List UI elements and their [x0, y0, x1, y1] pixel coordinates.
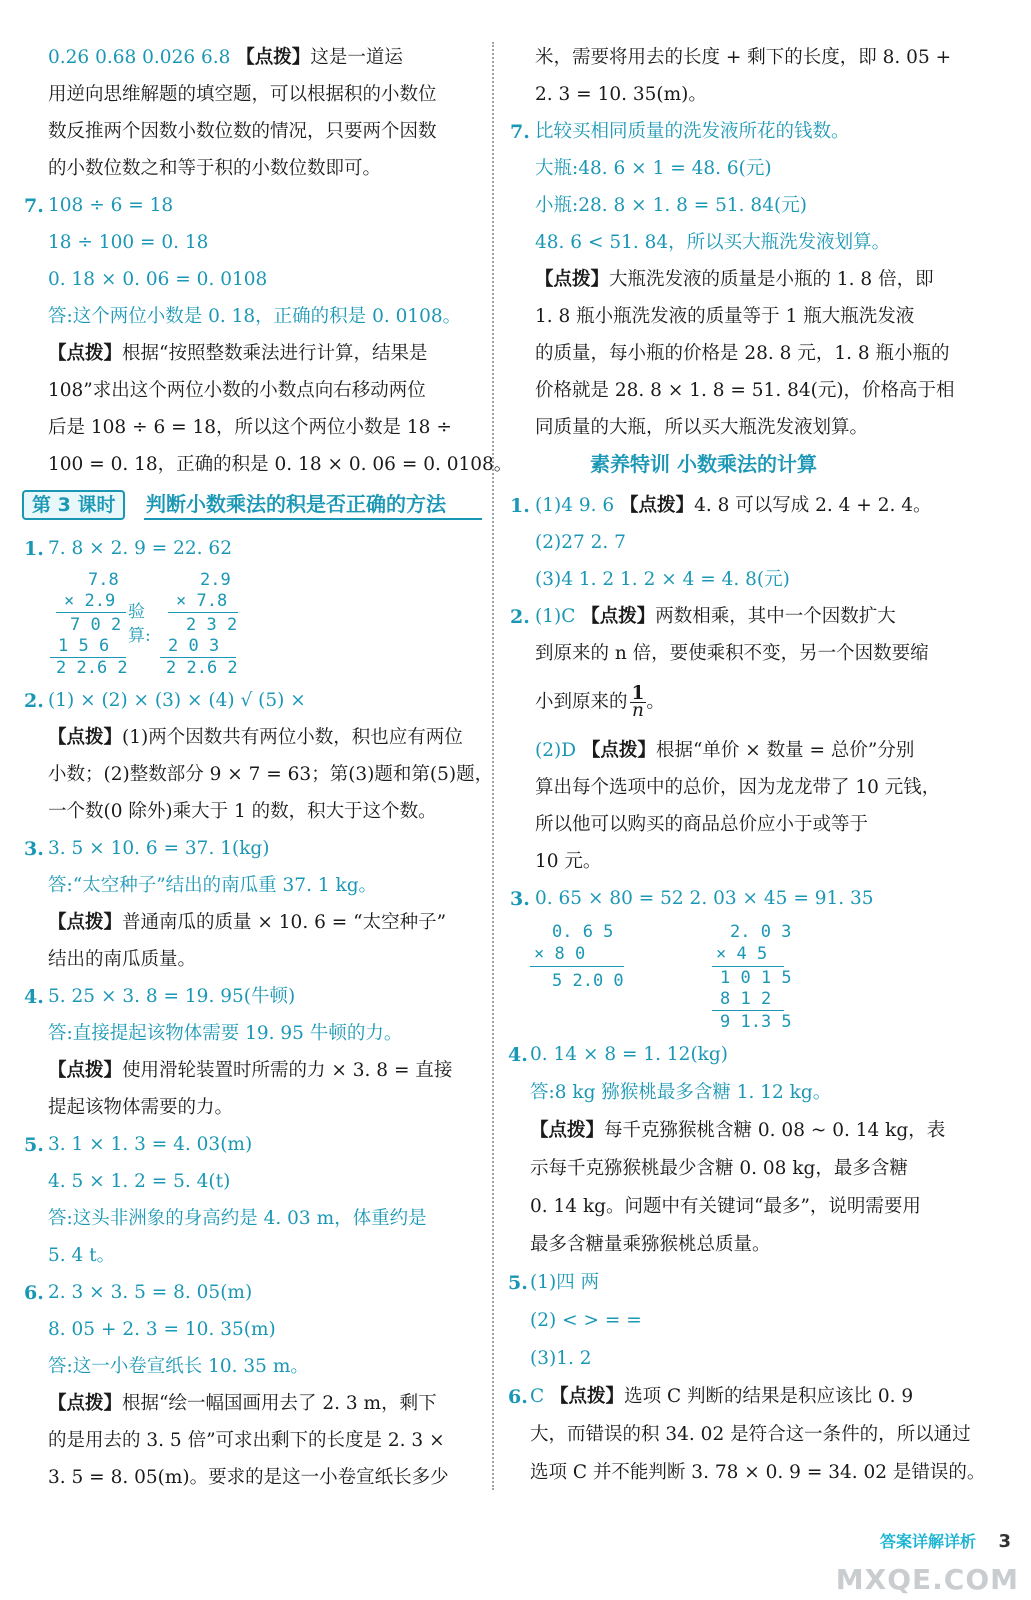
line-text: (1)C: [535, 606, 582, 627]
text-line: [48, 908, 446, 938]
line-text: 108”求出这个两位小数的小数点向右移动两位: [48, 380, 426, 401]
question-line: [24, 834, 270, 864]
line-text: 大瓶洗发液的质量是小瓶的 1. 8 倍，即: [609, 269, 934, 290]
text-line: [48, 117, 437, 147]
line-text: 比较买相同质量的洗发液所花的钱数。: [535, 121, 850, 142]
line-text: 小瓶:28. 8 × 1. 8 = 51. 84(元): [535, 195, 807, 216]
text-line: [535, 228, 890, 258]
fraction-numerator: 1: [631, 683, 645, 704]
fraction-line-text: 小到原来的: [535, 691, 628, 713]
question-number: 5.: [508, 1272, 528, 1294]
text-line: [535, 639, 929, 669]
text-line: [530, 1116, 945, 1146]
vertical-calc-2: [160, 570, 240, 680]
line-text: 示每千克猕猴桃最少含糖 0. 08 kg，最多含糖: [530, 1158, 908, 1179]
calc4-a: 2. 0 3: [730, 922, 792, 942]
text-line: [535, 43, 951, 73]
text-line: [535, 302, 914, 332]
line-text: 后是 108 ÷ 6 = 18，所以这个两位小数是 18 ÷: [48, 417, 452, 438]
calc4-p2: 8 1 2: [720, 989, 772, 1009]
hint-tag: 【点拨】: [48, 1060, 123, 1081]
verify-label: 验算:: [128, 602, 151, 646]
line-text: 1. 8 瓶小瓶洗发液的质量等于 1 瓶大瓶洗发液: [535, 306, 915, 327]
fraction-one-over-n: [630, 683, 647, 721]
line-text: 到原来的 n 倍，要使乘积不变，另一个因数要缩: [535, 643, 929, 664]
text-line: [48, 43, 403, 73]
question-line: [508, 1268, 600, 1298]
line-text: 的质量，每小瓶的价格是 28. 8 元，1. 8 瓶小瓶的: [535, 343, 950, 364]
calc2-p2: 2 0 3: [168, 636, 220, 656]
calc4-result: 9 1.3 5: [720, 1012, 792, 1032]
text-line: [535, 736, 914, 766]
text-line: [530, 1458, 985, 1488]
text-line: [48, 302, 461, 332]
hint-tag: 【点拨】: [550, 1386, 625, 1407]
text-line: [535, 191, 807, 221]
lesson-section-header: [22, 488, 482, 520]
hint-tag: 【点拨】: [236, 47, 311, 68]
text-line: [48, 80, 437, 110]
text-line: [535, 154, 772, 184]
text-line: [48, 1352, 309, 1382]
line-text: 2. 3 × 3. 5 = 8. 05(m): [48, 1282, 253, 1303]
fraction-denominator: n: [631, 700, 644, 721]
line-text: (3)1. 2: [530, 1348, 592, 1369]
question-number: 1.: [24, 538, 44, 560]
line-text: 数反推两个因数小数位数的情况，只要两个因数: [48, 121, 437, 142]
text-line: [530, 1306, 642, 1336]
calc1-result: 2 2.6 2: [56, 658, 128, 678]
line-text: 5. 25 × 3. 8 = 19. 95(牛顿): [48, 986, 296, 1007]
line-text: 一个数(0 除外)乘大于 1 的数，积大于这个数。: [48, 801, 437, 822]
line-text: 0. 14 kg。问题中有关键词“最多”，说明需要用: [530, 1196, 921, 1217]
line-text: 用逆向思维解题的填空题，可以根据积的小数位: [48, 84, 437, 105]
question-number: 7.: [24, 195, 44, 217]
fraction-line: [535, 683, 665, 721]
line-text: 3. 1 × 1. 3 = 4. 03(m): [48, 1134, 253, 1155]
line-text: 每千克猕猴桃含糖 0. 08 ~ 0. 14 kg，表: [604, 1120, 946, 1141]
question-number: 5.: [24, 1134, 44, 1156]
line-text: (2)D: [535, 740, 582, 761]
question-number: 4.: [508, 1044, 528, 1066]
text-line: [48, 760, 493, 790]
text-line: [48, 1056, 452, 1086]
text-line: [48, 1019, 402, 1049]
line-text: 最多含糖量乘猕猴桃总质量。: [530, 1234, 771, 1255]
line-text: (1)两个因数共有两位小数，积也应有两位: [122, 727, 463, 748]
text-line: [535, 80, 707, 110]
text-line: [535, 565, 790, 595]
line-text: 提起该物体需要的力。: [48, 1097, 234, 1118]
text-line: [48, 1389, 437, 1419]
line-text: 4. 5 × 1. 2 = 5. 4(t): [48, 1171, 231, 1192]
text-line: [535, 528, 626, 558]
question-number: 1.: [510, 495, 530, 517]
line-text: 0. 65 × 80 = 52 2. 03 × 45 = 91. 35: [535, 888, 874, 909]
question-number: 6.: [24, 1282, 44, 1304]
line-text: 10 元。: [535, 851, 602, 872]
watermark: MXQE.COM: [835, 1563, 1019, 1596]
text-line: [48, 945, 196, 975]
line-text: C: [530, 1386, 551, 1407]
calc1-b: × 2.9: [64, 591, 116, 611]
calc3-a: 0. 6 5: [552, 922, 614, 942]
vertical-calc-4: [712, 922, 812, 1034]
question-line: [24, 1278, 253, 1308]
line-text: 的小数位数之和等于积的小数位数即可。: [48, 158, 382, 179]
line-text: 的是用去的 3. 5 倍”可求出剩下的长度是 2. 3 ×: [48, 1430, 445, 1451]
line-text: 18 ÷ 100 = 0. 18: [48, 232, 209, 253]
hint-text: 根据“单价 × 数量 = 总价”分别: [655, 740, 915, 761]
question-line: [24, 686, 306, 716]
page-number: 3: [998, 1531, 1011, 1552]
line-text: 8. 05 + 2. 3 = 10. 35(m): [48, 1319, 276, 1340]
calc2-p1: 2 3 2: [186, 615, 238, 635]
text-line: [530, 1344, 592, 1374]
line-text: 48. 6 < 51. 84，所以买大瓶洗发液划算。: [535, 232, 891, 253]
text-line: [530, 1230, 771, 1260]
text-line: [530, 1420, 971, 1450]
line-text: (1)4 9. 6: [535, 495, 621, 516]
lesson-title: 判断小数乘法的积是否正确的方法: [146, 492, 446, 516]
text-line: [48, 413, 452, 443]
hint-tag: 【点拨】: [581, 740, 656, 761]
text-line: [535, 847, 601, 877]
line-text: 答:这头非洲象的身高约是 4. 03 m，体重约是: [48, 1208, 427, 1229]
hint-tag: 【点拨】: [535, 269, 610, 290]
text-line: [48, 1463, 449, 1493]
line-text: 3. 5 = 8. 05(m)。要求的是这一小卷宣纸长多少: [48, 1467, 449, 1488]
text-line: [48, 1204, 427, 1234]
line-text: 0. 14 × 8 = 1. 12(kg): [530, 1044, 728, 1065]
text-line: [48, 154, 381, 184]
hint-text: 4. 8 可以写成 2. 4 + 2. 4。: [694, 495, 932, 516]
line-text: 答:这个两位小数是 0. 18，正确的积是 0. 0108。: [48, 306, 462, 327]
text-line: [535, 339, 950, 369]
question-line: [510, 602, 896, 632]
text-line: [530, 1192, 921, 1222]
line-text: (2)27 2. 7: [535, 532, 626, 553]
text-line: [48, 1167, 230, 1197]
footer-label: 答案详解详析: [879, 1532, 976, 1551]
text-line: [48, 723, 463, 753]
lesson-number-box: 第 3 课时: [22, 490, 125, 520]
lesson-title-rule: [144, 518, 482, 520]
line-text: 7. 8 × 2. 9 = 22. 62: [48, 538, 232, 559]
question-line: [510, 117, 850, 147]
text-line: [535, 265, 934, 295]
line-text: 0.26 0.68 0.026 6.8: [48, 47, 237, 68]
line-text: 100 = 0. 18，正确的积是 0. 18 × 0. 06 = 0. 0108。: [48, 454, 513, 475]
question-number: 3.: [510, 888, 530, 910]
text-line: [535, 376, 955, 406]
line-text: 2. 3 = 10. 35(m)。: [535, 84, 707, 105]
text-line: [48, 339, 427, 369]
question-line: [510, 884, 874, 914]
line-text: 0. 18 × 0. 06 = 0. 0108: [48, 269, 268, 290]
line-text: 使用滑轮装置时所需的力 × 3. 8 = 直接: [122, 1060, 453, 1081]
line-text: 大，而错误的积 34. 02 是符合这一条件的，所以通过: [530, 1424, 971, 1445]
text-line: [48, 1315, 276, 1345]
line-text: (1)四 两: [530, 1272, 600, 1293]
line-text: (3)4 1. 2 1. 2 × 4 = 4. 8(元): [535, 569, 790, 590]
question-number: 2.: [510, 606, 530, 628]
calc3-b: × 8 0: [534, 944, 586, 964]
line-text: 答:“太空种子”结出的南瓜重 37. 1 kg。: [48, 875, 378, 896]
vertical-calc-3: [530, 922, 630, 992]
hint-tag: 【点拨】: [48, 912, 123, 933]
question-line: [24, 534, 232, 564]
calc3-result: 5 2.0 0: [552, 971, 624, 991]
calc2-b: × 7.8: [176, 591, 228, 611]
text-line: [48, 1093, 233, 1123]
vertical-calc-1: [50, 570, 130, 680]
calc4-b: × 4 5: [716, 944, 768, 964]
hint-tag: 【点拨】: [620, 495, 695, 516]
text-line: [48, 1426, 445, 1456]
question-line: [510, 491, 932, 521]
calc2-result: 2 2.6 2: [166, 658, 238, 678]
calc1-p2: 1 5 6: [58, 636, 110, 656]
hint-text: 两数相乘，其中一个因数扩大: [655, 606, 896, 627]
text-line: [535, 773, 940, 803]
line-text: (2) < > = =: [530, 1310, 642, 1331]
line-text: 同质量的大瓶，所以买大瓶洗发液划算。: [535, 417, 869, 438]
hint-tag: 【点拨】: [530, 1120, 605, 1141]
line-text: 普通南瓜的质量 × 10. 6 = “太空种子”: [122, 912, 447, 933]
question-line: [508, 1040, 728, 1070]
question-line: [24, 1130, 253, 1160]
line-text: 小数；(2)整数部分 9 × 7 = 63；第(3)题和第(5)题，: [48, 764, 494, 785]
line-text: 答:这一小卷宣纸长 10. 35 m。: [48, 1356, 309, 1377]
text-line: [48, 871, 377, 901]
text-line: [48, 265, 267, 295]
line-text: 价格就是 28. 8 × 1. 8 = 51. 84(元)，价格高于相: [535, 380, 955, 401]
practice-section-title: 素养特训 小数乘法的计算: [590, 452, 817, 476]
hint-tag: 【点拨】: [48, 1393, 123, 1414]
text-line: [48, 376, 426, 406]
hint-tag: 【点拨】: [48, 727, 123, 748]
question-number: 4.: [24, 986, 44, 1008]
line-text: 5. 4 t。: [48, 1245, 116, 1266]
hint-tag: 【点拨】: [581, 606, 656, 627]
text-line: [48, 797, 437, 827]
line-text: 108 ÷ 6 = 18: [48, 195, 174, 216]
text-line: [535, 413, 868, 443]
text-line: [48, 228, 208, 258]
text-line: [535, 810, 868, 840]
question-line: [24, 982, 296, 1012]
line-text: 根据“按照整数乘法进行计算，结果是: [122, 343, 428, 364]
line-text: 选项 C 并不能判断 3. 78 × 0. 9 = 34. 02 是错误的。: [530, 1462, 986, 1483]
question-line: [24, 191, 174, 221]
text-line: [530, 1078, 831, 1108]
hint-text: 选项 C 判断的结果是积应该比 0. 9: [624, 1386, 914, 1407]
calc1-a: 7.8: [88, 570, 119, 590]
line-text: 答:直接提起该物体需要 19. 95 牛顿的力。: [48, 1023, 403, 1044]
question-number: 7.: [510, 121, 530, 143]
question-number: 3.: [24, 838, 44, 860]
question-number: 2.: [24, 690, 44, 712]
line-text: 答:8 kg 猕猴桃最多含糖 1. 12 kg。: [530, 1082, 832, 1103]
line-text: (1) × (2) × (3) × (4) √ (5) ×: [48, 690, 306, 711]
line-text: 所以他可以购买的商品总价应小于或等于: [535, 814, 869, 835]
line-text: 算出每个选项中的总价，因为龙龙带了 10 元钱，: [535, 777, 941, 798]
question-number: 6.: [508, 1386, 528, 1408]
hint-tag: 【点拨】: [48, 343, 123, 364]
question-line: [508, 1382, 914, 1412]
line-text: 根据“绘一幅国画用去了 2. 3 m，剩下: [122, 1393, 437, 1414]
line-text: 米，需要将用去的长度 + 剩下的长度，即 8. 05 +: [535, 47, 952, 68]
text-line: [48, 450, 512, 480]
text-line: [48, 1241, 115, 1271]
line-text: 大瓶:48. 6 × 1 = 48. 6(元): [535, 158, 772, 179]
calc1-p1: 7 0 2: [70, 615, 122, 635]
calc4-p1: 1 0 1 5: [720, 968, 792, 988]
calc2-a: 2.9: [200, 570, 231, 590]
line-text: 3. 5 × 10. 6 = 37. 1(kg): [48, 838, 270, 859]
hint-text: 这是一道运: [310, 47, 403, 68]
line-text: 结出的南瓜质量。: [48, 949, 197, 970]
text-line: [530, 1154, 908, 1184]
fraction-line-tail: 。: [646, 691, 665, 713]
